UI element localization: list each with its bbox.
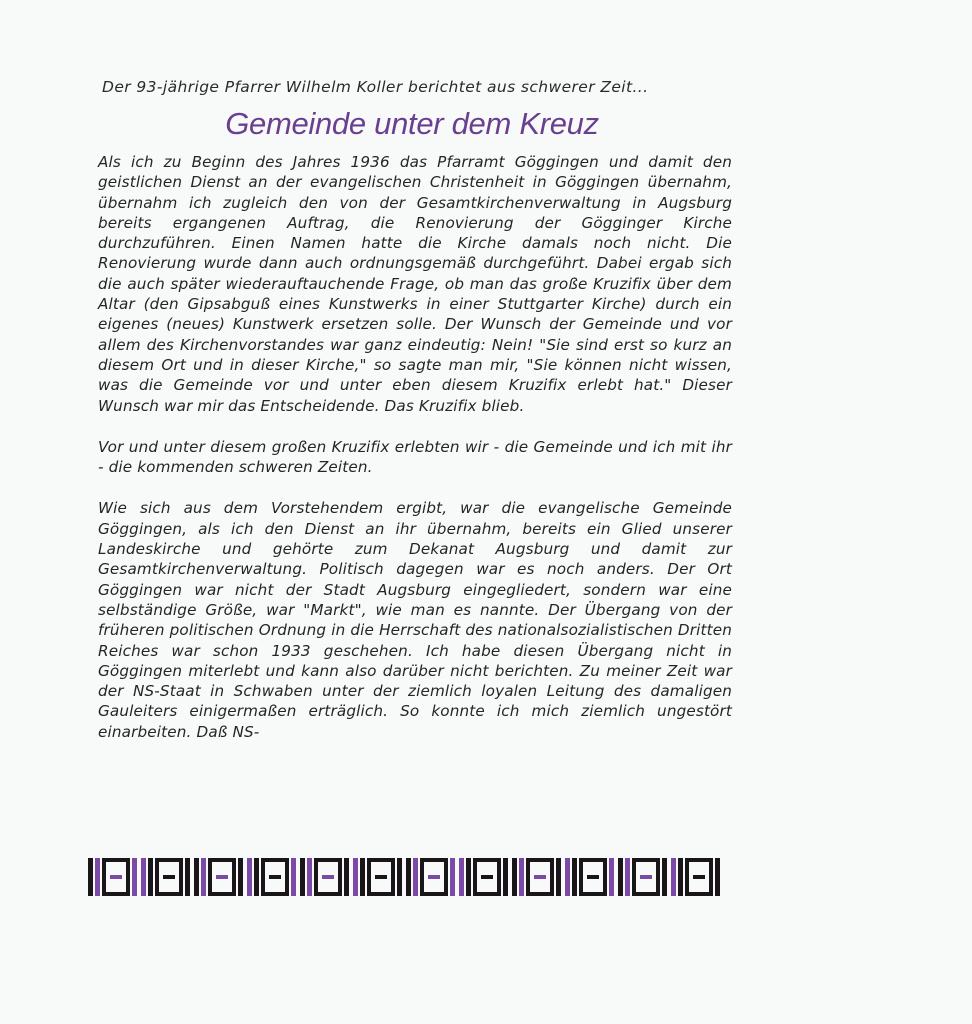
ornament-bar (556, 858, 561, 896)
ornament-dash (640, 875, 652, 879)
ornament-bar (141, 858, 146, 896)
ornament-bar (88, 858, 93, 896)
article-subtitle: Der 93-jährige Pfarrer Wilhelm Koller berichtet aus schwerer Zeit... (102, 78, 649, 96)
ornament-bar (194, 858, 199, 896)
ornament-bar (618, 858, 623, 896)
ornament-bar (715, 858, 720, 896)
ornament-bar (406, 858, 411, 896)
ornament-bar (132, 858, 137, 896)
ornament-dash (481, 875, 493, 879)
ornament-dash (375, 875, 387, 879)
ornament-dash (693, 875, 705, 879)
ornament-dash (587, 875, 599, 879)
ornament-bar (148, 858, 153, 896)
ornament-bar (662, 858, 667, 896)
ornament-bar (519, 858, 524, 896)
ornament-bar (344, 858, 349, 896)
ornament-bar (397, 858, 402, 896)
ornament-bar (671, 858, 676, 896)
ornament-bar (450, 858, 455, 896)
ornament-bar (512, 858, 517, 896)
ornament-bar (459, 858, 464, 896)
ornament-dash (428, 875, 440, 879)
ornament-bar (185, 858, 190, 896)
ornament-bar (95, 858, 100, 896)
ornament-dash (216, 875, 228, 879)
ornament-bar (678, 858, 683, 896)
paragraph-3: Wie sich aus dem Vorstehendem ergibt, war die evangelische Gemeinde Göggingen, als ich den Dienst an ihr übernahm, bereits ein Glied unserer Landeskirche und gehörte zum Dekanat Augsburg und damit zur Gesamtkirchenverwaltung. Politisch dagegen war es noch anders. Der Ort Göggingen war nicht der Stadt Augsburg eingegliedert, sondern war eine selbständige Größe, war "Markt", wie man es nannte. Der Übergang von der früheren politischen Ordnung in die Herrschaft des nationalsozialistischen Dritten Reiches war schon 1933 geschehen. Ich habe diesen Übergang nicht in Göggingen miterlebt und kann also darüber nicht berichten. Zu meiner Zeit war der NS-Staat in Schwaben unter der ziemlich loyalen Leitung des damaligen Gauleiters einigermaßen erträglich. So konnte ich mich ziemlich ungestört einarbeiten. Daß NS- (98, 499, 732, 741)
ornament-bar (466, 858, 471, 896)
ornament-dash (110, 875, 122, 879)
ornament-bar (503, 858, 508, 896)
ornament-bar (625, 858, 630, 896)
ornament-bar (291, 858, 296, 896)
ornament-bar (307, 858, 312, 896)
decorative-ornament-border (86, 856, 732, 898)
ornament-bar (300, 858, 305, 896)
ornament-bar (413, 858, 418, 896)
ornament-bar (201, 858, 206, 896)
ornament-dash (322, 875, 334, 879)
paragraph-2: Vor und unter diesem großen Kruzifix erlebten wir - die Gemeinde und ich mit ihr - die kommenden schweren Zeiten. (98, 437, 732, 477)
ornament-bar (565, 858, 570, 896)
ornament-bar (609, 858, 614, 896)
ornament-bar (572, 858, 577, 896)
article-title: Gemeinde unter dem Kreuz (225, 106, 599, 141)
ornament-dash (163, 875, 175, 879)
paragraph-1: Als ich zu Beginn des Jahres 1936 das Pfarramt Göggingen und damit den geistlichen Dienst an der evangelischen Christenheit in Göggingen übernahm, übernahm ich zugleich den von der Gesamtkirchenverwaltung in Augsburg bereits ergangenen Auftrag, die Renovierung der Gögginger Kirche durchzuführen. Einen Namen hatte die Kirche damals noch nicht. Die Renovierung wurde dann auch ordnungsgemäß durchgeführt. Dabei ergab sich die auch später wiederauftauchende Frage, ob man das große Kruzifix über dem Altar (den Gipsabguß eines Kunstwerks in einer Stuttgarter Kirche) durch ein eigenes (neues) Kunstwerk ersetzen solle. Der Wunsch der Gemeinde und vor allem des Kirchenvorstandes war ganz eindeutig: Nein! "Sie sind erst so kurz an diesem Ort und in dieser Kirche," so sagte man mir, "Sie können nicht wissen, was die Gemeinde vor und unter eben diesem Kruzifix erlebt hat." Dieser Wunsch war mir das Entscheidende. Das Kruzifix blieb. (98, 153, 732, 415)
ornament-bar (360, 858, 365, 896)
ornament-bar (353, 858, 358, 896)
ornament-bar (254, 858, 259, 896)
ornament-dash (534, 875, 546, 879)
ornament-bar (247, 858, 252, 896)
ornament-dash (269, 875, 281, 879)
article (92, 78, 732, 763)
ornament-bar (238, 858, 243, 896)
